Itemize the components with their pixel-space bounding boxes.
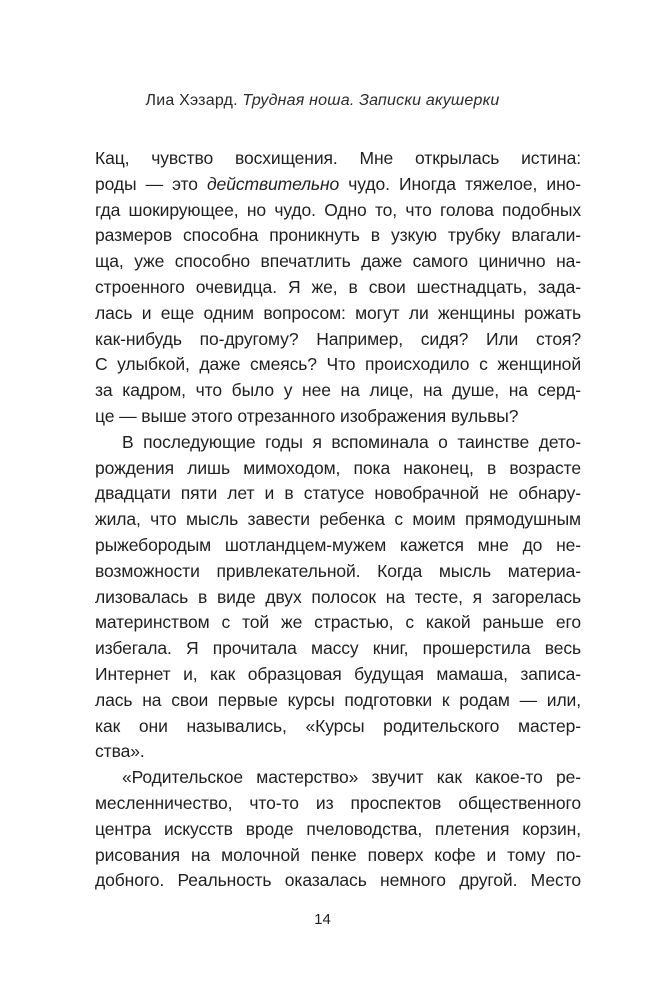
text-line: жила, что мысль завести ребенка с моим прямодушным (95, 509, 581, 530)
text-line: Кац, чувство восхищения. Мне открылась истина: (95, 148, 581, 168)
text-line: «Родительское мастерство» звучит как какое-то ре- (122, 767, 581, 788)
page-number: 14 (314, 911, 331, 928)
text-line: рисования на молочной пенке поверх кофе и тому по- (95, 844, 581, 865)
text-segment: роды — это (95, 173, 207, 194)
text-line: месленничество, что-то из проспектов общественного (95, 792, 581, 813)
text-line: ства». (95, 741, 145, 762)
text-line: В последующие годы я вспоминала о таинстве дето- (122, 431, 581, 452)
text-block (95, 146, 581, 894)
text-line: размеров способна проникнуть в узкую трубку влагали- (95, 225, 581, 246)
text-segment: чудо. Иногда тяжелое, ино- (339, 173, 581, 194)
text-line: Интернет и, как образцовая будущая мамаша, записа- (95, 663, 581, 684)
text-line: добного. Реальность оказалась немного другой. Место (95, 870, 581, 891)
text-line: как они назывались, «Курсы родительского мастер- (95, 715, 581, 736)
text-line: как-нибудь по-другому? Например, сидя? Или стоя? (95, 328, 581, 349)
text-line: рыжебородым шотландцем-мужем кажется мне до не- (95, 534, 581, 555)
text-line: материнством с той же страстью, с какой раньше его (95, 612, 581, 633)
text-line: лась на свои первые курсы подготовки к родам — или, (95, 689, 581, 710)
paragraph-2 (95, 430, 581, 765)
text-line (95, 172, 581, 198)
book-title: Трудная ноша. Записки акушерки (242, 92, 500, 109)
running-head (0, 90, 645, 112)
text-line: ща, уже способно впечатлить даже самого цинично на- (95, 251, 581, 272)
text-line: С улыбкой, даже смеясь? Что происходило с женщиной (95, 354, 581, 375)
text-line: лизовалась в виде двух полосок на тесте, я загорелась (95, 586, 581, 607)
text-line: строенного очевидца. Я же, в свои шестнадцать, зада- (95, 276, 581, 297)
text-line: це — выше этого отрезанного изображения вульвы? (95, 405, 519, 426)
text-line: двадцати пяти лет и в статусе новобрачной не обнару- (95, 483, 581, 504)
paragraph-1 (95, 146, 581, 430)
text-line: лась и еще одним вопросом: могут ли женщины рожать (95, 302, 581, 323)
text-line: рождения лишь мимоходом, пока наконец, в возрасте (95, 457, 581, 478)
paragraph-3 (95, 765, 581, 894)
text-line: за кадром, что было у нее на лице, на душе, на серд- (95, 380, 581, 401)
text-line: центра искусств вроде пчеловодства, плетения корзин, (95, 818, 581, 839)
text-segment-italic: действительно (206, 173, 340, 194)
text-line: возможности привлекательной. Когда мысль материа- (95, 560, 581, 581)
author-name: Лиа Хэзард. (145, 92, 238, 109)
text-line: гда шокирующее, но чудо. Одно то, что голова подобных (95, 199, 581, 220)
text-line: избегала. Я прочитала массу книг, прошерстила весь (95, 638, 581, 659)
